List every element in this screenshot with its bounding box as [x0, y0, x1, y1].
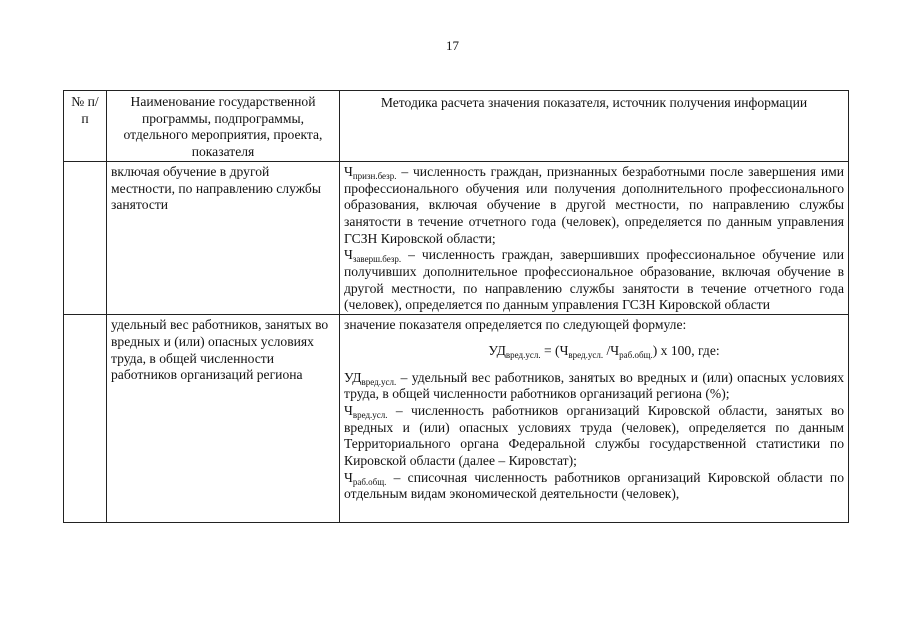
- definition-subscript: вред.усл.: [352, 409, 388, 420]
- formula-part: ) x 100, где:: [652, 342, 720, 358]
- formula-part: = (Ч: [540, 342, 569, 358]
- definition-text: – удельный вес работников, занятых во вредных и (или) опасных условиях труда, в общей численности работников организаций региона (%);: [344, 369, 844, 402]
- definition-text: – списочная численность работников организаций Кировской области по отдельным видам экономической деятельности (человек),: [344, 469, 844, 502]
- formula: [344, 343, 844, 360]
- row-num-cell: [64, 161, 107, 314]
- definition-text: – численность граждан, признанных безработными после завершения ими профессионального обучения или получения дополнительного профессионального образования, включая обучение в другой местности, по направлению службы занятости в течение отчетного года (человек), определяется по данным управления ГСЗН Кировской области;: [344, 163, 844, 246]
- formula-subscript: раб.общ.: [619, 349, 653, 360]
- method-cell: [340, 315, 849, 523]
- formula-subscript: вред.усл.: [568, 349, 604, 360]
- formula-subscript: вред.усл.: [505, 349, 541, 360]
- table-row: [64, 315, 849, 523]
- definition-subscript: вред.усл.: [361, 376, 397, 387]
- definition-symbol: Ч: [344, 469, 353, 485]
- definition-subscript: заверш.безр.: [352, 254, 402, 265]
- page-number: 17: [446, 38, 459, 53]
- row-num-cell: [64, 315, 107, 523]
- definition-text: – численность граждан, завершивших профессиональное обучение или получивших дополнительное профессиональное образование, включая обучение в другой местности, по направлению службы занятости в течение отчетного года (человек), определяется по данным управления ГСЗН Кировской области: [344, 247, 844, 313]
- definition-paragraph: [344, 403, 844, 470]
- definition-paragraph: [344, 370, 844, 403]
- header-name: Наименование государственной программы, подпрограммы, отдельного мероприятия, проекта, показателя: [107, 91, 340, 162]
- formula-part: /Ч: [603, 342, 620, 358]
- indicator-name: включая обучение в другой местности, по направлению службы занятости: [107, 161, 340, 314]
- definition-paragraph: [344, 164, 844, 248]
- indicator-table: [63, 90, 849, 523]
- indicator-name: удельный вес работников, занятых во вредных и (или) опасных условиях труда, в общей численности работников организаций региона: [107, 315, 340, 523]
- definition-symbol: Ч: [344, 247, 353, 263]
- definition-paragraph: [344, 247, 844, 314]
- method-cell: [340, 161, 849, 314]
- header-num: № п/п: [64, 91, 107, 162]
- definition-symbol: УД: [344, 369, 362, 385]
- definition-symbol: Ч: [344, 163, 353, 179]
- formula-lhs: УД: [488, 342, 506, 358]
- definition-paragraph: [344, 470, 844, 503]
- formula-intro: значение показателя определяется по следующей формуле:: [344, 317, 687, 333]
- definition-symbol: Ч: [344, 402, 353, 418]
- table-header-row: [64, 91, 849, 162]
- table-row: [64, 161, 849, 314]
- definition-subscript: призн.безр.: [352, 170, 397, 181]
- header-method: Методика расчета значения показателя, источник получения информации: [340, 91, 849, 162]
- definition-subscript: раб.общ.: [352, 476, 387, 487]
- definition-text: – численность работников организаций Кировской области, занятых во вредных и (или) опасных условиях труда (человек), определяется по данным Территориального органа Федеральной службы государственной статистики по Кировской области (далее – Кировстат);: [344, 402, 844, 469]
